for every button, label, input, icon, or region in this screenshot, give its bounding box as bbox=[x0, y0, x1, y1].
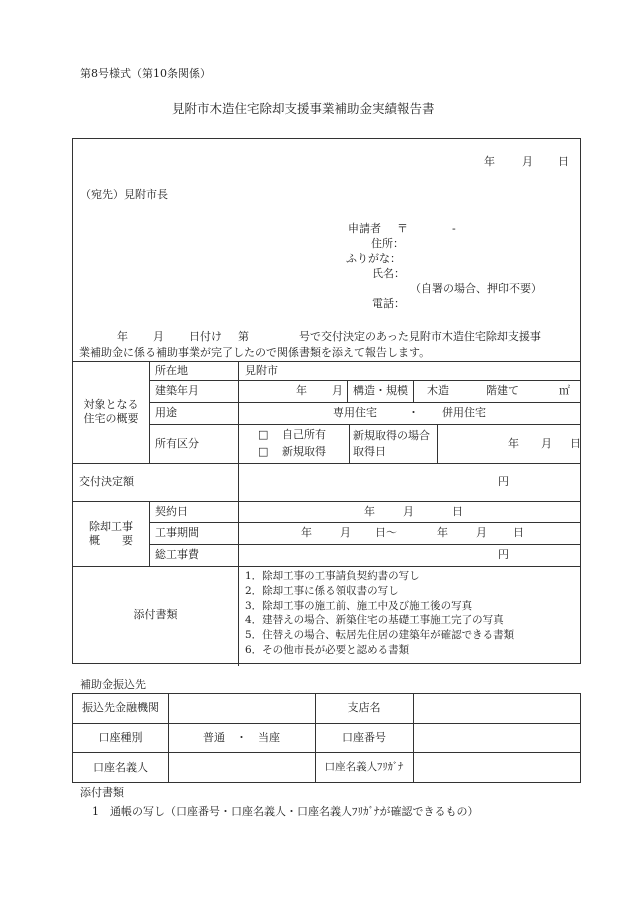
phone-label: 電話： bbox=[372, 297, 405, 310]
address-label: 住所： bbox=[371, 237, 404, 250]
grid-line bbox=[149, 544, 581, 545]
acq-year: 年 bbox=[508, 436, 519, 450]
grid-line bbox=[413, 380, 414, 402]
branch-label: 支店名 bbox=[347, 701, 381, 715]
account-number-label: 口座番号 bbox=[342, 730, 386, 744]
location-label: 所在地 bbox=[155, 363, 188, 377]
grid-line bbox=[347, 380, 348, 402]
acq-day: 日 bbox=[570, 436, 581, 450]
grid-line bbox=[149, 361, 150, 463]
attachment-item: 1．除却工事の工事請負契約書の写し bbox=[245, 570, 420, 582]
period-end-month: 月 bbox=[476, 526, 487, 540]
period-end-year: 年 bbox=[437, 526, 448, 540]
contract-year: 年 bbox=[364, 504, 375, 518]
use-combined: 併用住宅 bbox=[442, 406, 486, 420]
period-start-year: 年 bbox=[301, 526, 312, 540]
institution-label: 振込先金融機関 bbox=[82, 701, 159, 715]
attachments-list bbox=[245, 569, 514, 658]
notice-dated: 日付け bbox=[189, 330, 222, 343]
footer-title: 添付書類 bbox=[80, 786, 124, 799]
housing-section-label: 対象となる 住宅の概要 bbox=[83, 398, 139, 425]
structure-floors: 階建て bbox=[486, 384, 519, 398]
seal-note: （自署の場合、押印不要） bbox=[410, 282, 542, 295]
structure-wood: 木造 bbox=[427, 384, 449, 398]
furigana-label: ふりがな： bbox=[346, 252, 401, 265]
built-year: 年 bbox=[296, 384, 307, 398]
attachment-item: 4．建替えの場合、新築住宅の基礎工事施工完了の写真 bbox=[245, 614, 504, 627]
date-year: 年 bbox=[484, 155, 495, 168]
ownership-label: 所有区分 bbox=[155, 436, 199, 450]
location-value: 見附市 bbox=[245, 363, 278, 377]
owned-option: 自己所有 bbox=[282, 428, 326, 442]
use-exclusive: 専用住宅 bbox=[333, 406, 377, 420]
cost-label: 総工事費 bbox=[155, 548, 199, 562]
cost-unit: 円 bbox=[498, 548, 509, 562]
account-type-label: 口座種別 bbox=[98, 730, 143, 744]
attachments-label: 添付書類 bbox=[133, 608, 178, 622]
contract-day: 日 bbox=[452, 504, 463, 518]
addressee: （宛先）見附市長 bbox=[80, 188, 168, 201]
contract-label: 契約日 bbox=[155, 504, 188, 518]
account-type-value: 普通 ・ 当座 bbox=[203, 730, 280, 744]
form-number: 第8号様式（第10条関係） bbox=[80, 67, 211, 80]
new-option: 新規取得 bbox=[282, 445, 326, 459]
notice-body: 号で交付決定のあった見附市木造住宅除却支援事 bbox=[299, 330, 541, 343]
period-start-month: 月 bbox=[340, 526, 351, 540]
grant-unit: 円 bbox=[498, 475, 509, 489]
grid-line bbox=[149, 501, 150, 566]
grid-line bbox=[349, 424, 350, 463]
area-unit: ㎡ bbox=[559, 384, 570, 398]
page-title: 見附市木造住宅除却支援事業補助金実績報告書 bbox=[172, 101, 435, 116]
attachment-item: 5．住替えの場合、転居先住居の建築年が確認できる書類 bbox=[245, 629, 515, 642]
name-label: 氏名： bbox=[372, 267, 405, 280]
account-holder-kana-label: 口座名義人ﾌﾘｶﾞﾅ bbox=[324, 760, 404, 773]
use-dot: ・ bbox=[408, 406, 419, 420]
applicant-label: 申請者 bbox=[348, 222, 381, 235]
contract-month: 月 bbox=[403, 504, 414, 518]
use-label: 用途 bbox=[155, 406, 177, 420]
acq-month: 月 bbox=[541, 436, 552, 450]
structure-label: 構造・規模 bbox=[353, 384, 408, 398]
postal-mark: 〒 bbox=[397, 222, 408, 235]
attachment-item: 3．除却工事の施工前、施工中及び施工後の写真 bbox=[245, 599, 473, 612]
grant-label: 交付決定額 bbox=[79, 475, 134, 489]
period-start-day: 日～ bbox=[375, 526, 397, 540]
date-month: 月 bbox=[522, 155, 533, 168]
footer-item: 1 通帳の写し（口座番号・口座名義人・口座名義人ﾌﾘｶﾞﾅが確認できるもの） bbox=[92, 805, 479, 818]
new-checkbox[interactable]: □ bbox=[258, 445, 269, 459]
owned-checkbox[interactable]: □ bbox=[258, 428, 269, 442]
account-holder-label: 口座名義人 bbox=[93, 760, 148, 774]
built-month: 月 bbox=[332, 384, 343, 398]
grid-line bbox=[413, 693, 414, 783]
attachment-item: 2．除却工事に係る領収書の写し bbox=[245, 584, 399, 597]
notice-dai: 第 bbox=[238, 330, 249, 343]
notice-line2: 業補助金に係る補助事業が完了したので関係書類を添えて報告します。 bbox=[79, 346, 431, 359]
period-label: 工事期間 bbox=[155, 526, 199, 540]
grid-line bbox=[238, 361, 239, 666]
notice-month: 月 bbox=[153, 330, 164, 343]
period-end-day: 日 bbox=[513, 526, 524, 540]
bank-section-title: 補助金振込先 bbox=[80, 678, 146, 691]
grid-line bbox=[437, 424, 438, 463]
acquisition-label: 新規取得の場合 取得日 bbox=[353, 428, 430, 458]
attachment-item: 6．その他市長が必要と認める書類 bbox=[245, 643, 410, 656]
date-day: 日 bbox=[558, 155, 569, 168]
notice-year: 年 bbox=[117, 330, 128, 343]
postal-dash: - bbox=[452, 222, 456, 235]
demolition-section-label: 除却工事 概 要 bbox=[89, 519, 133, 547]
built-label: 建築年月 bbox=[155, 384, 199, 398]
